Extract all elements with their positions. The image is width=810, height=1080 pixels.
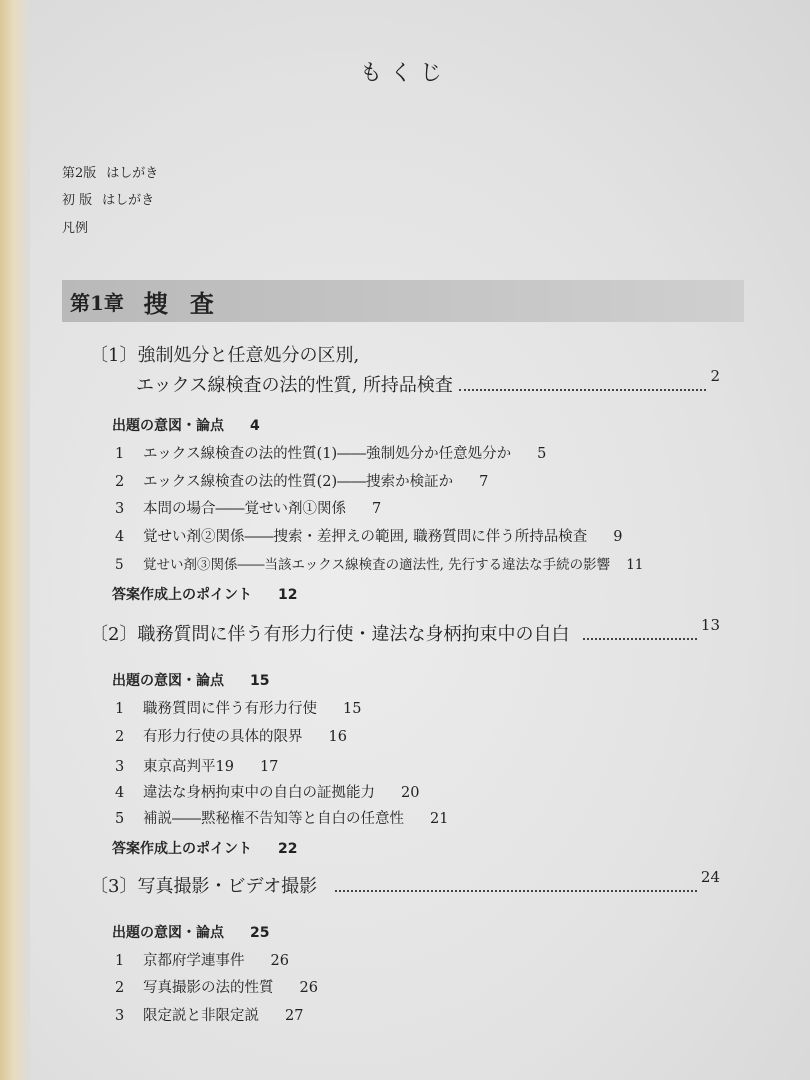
section-number: 〔3〕 <box>90 876 138 897</box>
item-page: 21 <box>430 811 449 827</box>
item-number: 1 <box>115 701 125 717</box>
toc-item <box>115 1004 303 1025</box>
section-title-line2: エックス線検査の法的性質, 所持品検査 <box>136 375 453 396</box>
front-matter-1st-preface <box>62 189 164 208</box>
toc-item <box>115 725 347 746</box>
toc-item <box>115 781 419 802</box>
item-text: 違法な身柄拘束中の自白の証拠能力 <box>143 785 375 801</box>
item-page: 9 <box>613 529 623 545</box>
intent-page: 15 <box>250 673 270 689</box>
item-page: 7 <box>372 501 382 517</box>
item-number: 2 <box>115 474 125 490</box>
item-page: 7 <box>479 474 489 490</box>
points-page: 22 <box>278 841 298 857</box>
section-1-heading-line2 <box>136 367 720 397</box>
item-number: 3 <box>115 1008 125 1024</box>
item-text: 有形力行使の具体的限界 <box>143 729 303 745</box>
front-text: はしがき <box>106 166 159 181</box>
toc-item <box>115 525 622 546</box>
intent-entry <box>112 670 269 690</box>
dot-leader <box>335 872 697 892</box>
front-matter-2nd-preface <box>62 162 168 181</box>
toc-item <box>115 697 361 718</box>
toc-item <box>115 442 546 463</box>
section-1-heading <box>90 341 720 367</box>
intent-entry <box>112 415 260 435</box>
item-text: エックス線検査の法的性質(1)――強制処分か任意処分か <box>143 446 512 462</box>
points-entry <box>112 584 297 604</box>
section-2-heading <box>90 616 720 646</box>
item-page: 26 <box>270 953 289 969</box>
item-text: 本問の場合――覚せい剤①関係 <box>143 501 346 517</box>
item-text: 補説――黙秘権不告知等と自白の任意性 <box>143 811 404 827</box>
item-text: 限定説と非限定説 <box>143 1008 259 1024</box>
item-number: 2 <box>115 980 125 996</box>
item-page: 20 <box>401 785 420 801</box>
points-entry <box>112 838 297 858</box>
item-number: 1 <box>115 953 125 969</box>
toc-item <box>115 497 381 518</box>
section-title-line1: 強制処分と任意処分の区別, <box>137 345 360 366</box>
front-label: 第2版 <box>62 166 97 181</box>
item-text: 京都府学連事件 <box>143 953 245 969</box>
page-title: もくじ <box>359 61 450 86</box>
section-page: 24 <box>700 868 720 886</box>
section-title: 写真撮影・ビデオ撮影 <box>137 876 318 897</box>
chapter-heading <box>62 280 744 322</box>
toc-item <box>115 807 448 828</box>
item-number: 5 <box>115 811 125 827</box>
section-page: 2 <box>710 367 720 385</box>
toc-item <box>115 976 318 997</box>
item-page: 27 <box>285 1008 304 1024</box>
dot-leader <box>459 371 707 391</box>
item-page: 26 <box>299 980 318 996</box>
points-label: 答案作成上のポイント <box>112 587 252 603</box>
item-page: 17 <box>259 759 279 775</box>
item-number: 4 <box>115 785 125 801</box>
front-text: はしがき <box>102 193 155 208</box>
section-number: 〔2〕 <box>90 624 138 645</box>
item-text: エックス線検査の法的性質(2)――捜索か検証か <box>143 474 454 490</box>
toc-item <box>115 553 643 573</box>
item-text: 覚せい剤③関係――当該エックス線検査の適法性, 先行する違法な手続の影響 <box>143 557 611 573</box>
item-text: 写真撮影の法的性質 <box>143 980 274 996</box>
section-page: 13 <box>700 616 720 634</box>
front-label: 初 版 <box>62 193 93 208</box>
intent-page: 4 <box>250 418 260 434</box>
item-number: 2 <box>115 729 125 745</box>
toc-item <box>115 470 488 491</box>
toc-item <box>115 755 278 776</box>
section-title: 職務質問に伴う有形力行使・違法な身柄拘束中の自白 <box>137 624 570 645</box>
item-number: 4 <box>115 529 125 545</box>
item-text: 東京高判平19 <box>143 759 234 775</box>
front-matter-notes <box>62 217 98 236</box>
points-page: 12 <box>278 587 298 603</box>
points-label: 答案作成上のポイント <box>112 841 252 857</box>
item-number: 3 <box>115 501 125 517</box>
item-text: 覚せい剤②関係――捜索・差押えの範囲, 職務質問に伴う所持品検査 <box>143 529 588 545</box>
item-number: 1 <box>115 446 125 462</box>
item-text: 職務質問に伴う有形力行使 <box>143 701 317 717</box>
chapter-number: 第1章 <box>70 290 124 315</box>
item-page: 11 <box>626 557 644 573</box>
section-number: 〔1〕 <box>90 345 138 366</box>
item-page: 5 <box>537 446 547 462</box>
chapter-name: 捜査 <box>143 288 236 318</box>
intent-label: 出題の意図・論点 <box>112 418 224 434</box>
item-page: 16 <box>328 729 347 745</box>
intent-label: 出題の意図・論点 <box>112 673 224 689</box>
toc-item <box>115 949 289 970</box>
item-number: 3 <box>115 759 125 775</box>
section-3-heading <box>90 868 720 898</box>
intent-page: 25 <box>250 925 270 941</box>
front-label: 凡例 <box>62 221 89 236</box>
dot-leader <box>583 620 696 640</box>
intent-entry <box>112 922 269 942</box>
item-number: 5 <box>115 557 124 573</box>
item-page: 15 <box>343 701 362 717</box>
intent-label: 出題の意図・論点 <box>112 925 224 941</box>
